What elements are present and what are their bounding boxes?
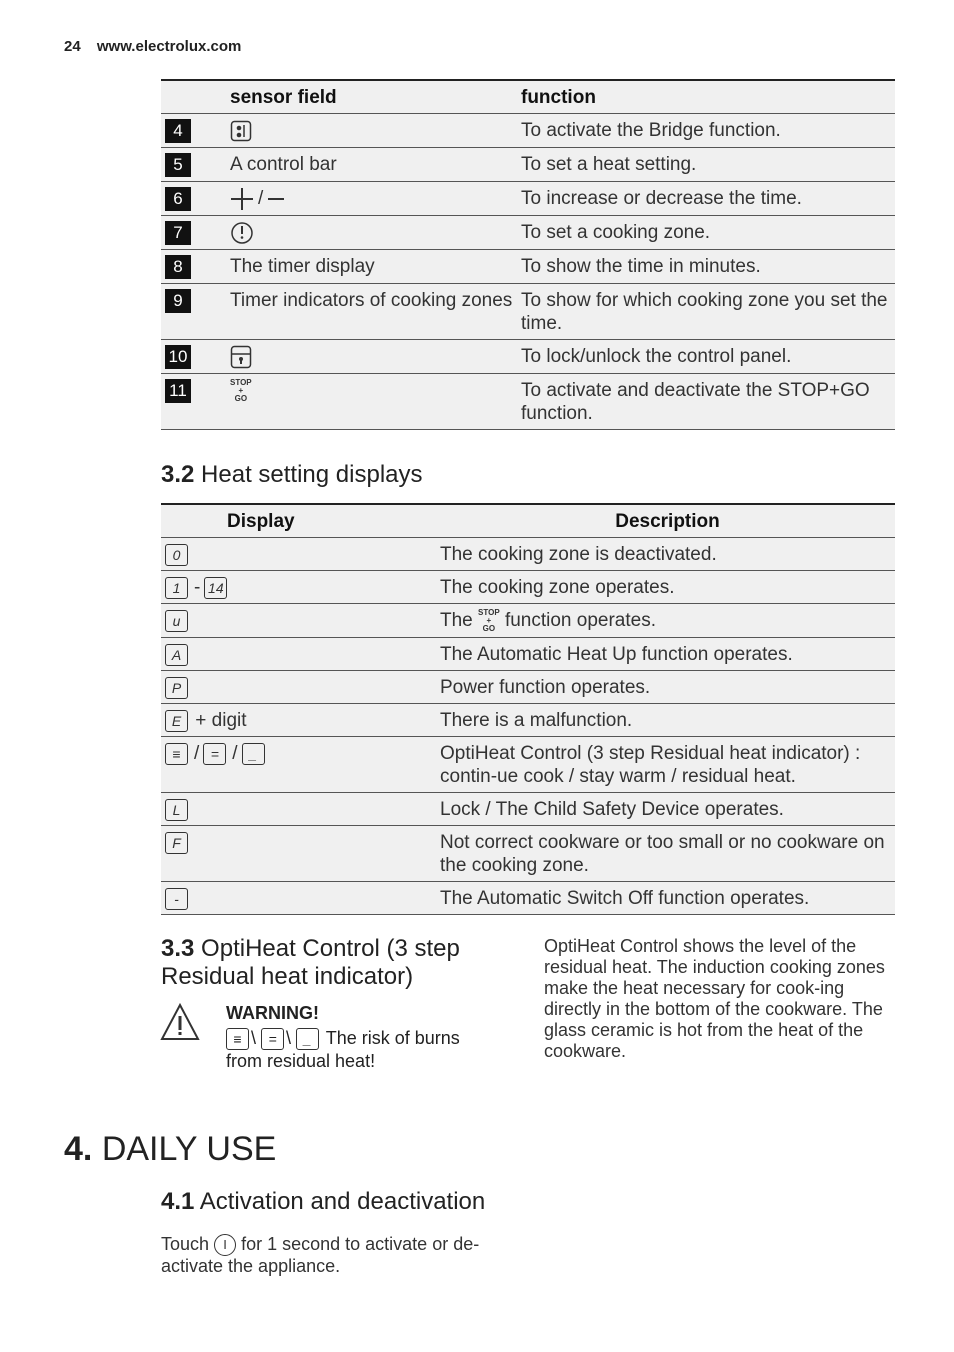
row-number-badge: 4 [165, 119, 191, 143]
row-number-badge: 11 [165, 379, 191, 403]
col-display: Display [161, 504, 440, 538]
function-cell: To activate the Bridge function. [521, 114, 895, 148]
table-row [161, 737, 895, 793]
residual-mid-icon: = [261, 1028, 284, 1050]
display-symbol-icon: ≡ [165, 743, 188, 765]
description-cell: The cooking zone is deactivated. [440, 538, 895, 571]
row-number-badge: 10 [165, 345, 191, 369]
residual-low-icon: _ [296, 1028, 319, 1050]
display-symbol-icon: L [165, 799, 188, 821]
table-row [161, 340, 895, 374]
display-symbol-icon: u [165, 610, 188, 632]
sensor-cell: Timer indicators of cooking zones [230, 284, 521, 340]
table-row [161, 374, 895, 430]
col-function: function [521, 80, 895, 114]
table-row [161, 671, 895, 704]
power-icon: I [214, 1234, 236, 1256]
function-cell: To activate and deactivate the STOP+GO function. [521, 374, 895, 430]
table-row [161, 571, 895, 604]
display-symbol-icon: 14 [204, 577, 227, 599]
display-symbol-icon: = [203, 743, 226, 765]
warning-title: WARNING! [226, 1003, 319, 1023]
sensor-cell: / [230, 182, 521, 216]
table-row [161, 826, 895, 882]
table-row [161, 604, 895, 638]
display-cell: ≡ / = / _ [161, 737, 440, 793]
site-url: www.electrolux.com [96, 38, 242, 55]
table-row [161, 284, 895, 340]
sensor-cell [230, 340, 521, 374]
sensor-cell [230, 216, 521, 250]
display-cell: 1 - 14 [161, 571, 440, 604]
sensor-cell: The timer display [230, 250, 521, 284]
lock-icon [230, 345, 252, 369]
table-row [161, 114, 895, 148]
row-number-badge: 7 [165, 221, 191, 245]
display-symbol-icon: - [165, 888, 188, 910]
description-cell: The Automatic Heat Up function operates. [440, 638, 895, 671]
stop-go-icon: STOP + GO [478, 608, 500, 633]
stop-go-icon: STOP + GO [230, 378, 252, 403]
sensor-field-table [161, 79, 895, 430]
display-symbol-icon: 1 [165, 577, 188, 599]
table-row [161, 793, 895, 826]
display-cell [161, 638, 440, 671]
description-cell: The cooking zone operates. [440, 571, 895, 604]
table-row [161, 250, 895, 284]
display-cell [161, 671, 440, 704]
table-row [161, 882, 895, 915]
table-row [161, 216, 895, 250]
heat-setting-table [161, 503, 895, 915]
chapter-4-heading: 4. DAILY USE [64, 1130, 277, 1168]
col-description: Description [440, 504, 895, 538]
optiheat-description: OptiHeat Control shows the level of the residual heat. The induction cooking zones make the heat necessary for cook-ing directly in the bottom of the cookware. The glass ceramic is hot from the heat of the cookware. [544, 936, 885, 1061]
description-cell: The STOP + GO function operates. [440, 604, 895, 638]
description-cell: OptiHeat Control (3 step Residual heat indicator) : contin-ue cook / stay warm / residual heat. [440, 737, 895, 793]
table-row [161, 704, 895, 737]
display-cell [161, 882, 440, 915]
description-cell: There is a malfunction. [440, 704, 895, 737]
display-cell [161, 538, 440, 571]
function-cell: To show the time in minutes. [521, 250, 895, 284]
section-4-1-heading: 4.1 Activation and deactivation [161, 1188, 486, 1215]
display-cell [161, 604, 440, 638]
table-row [161, 182, 895, 216]
display-cell: E + digit [161, 704, 440, 737]
activation-text: Touch I for 1 second to activate or de-activate the appliance. [161, 1234, 480, 1277]
col-sensor-field: sensor field [230, 80, 521, 114]
display-cell [161, 826, 440, 882]
plus-icon [230, 187, 254, 211]
description-cell: Not correct cookware or too small or no cookware on the cooking zone. [440, 826, 895, 882]
function-cell: To set a cooking zone. [521, 216, 895, 250]
table-row [161, 148, 895, 182]
residual-high-icon: ≡ [226, 1028, 249, 1050]
sensor-cell [230, 374, 521, 430]
page-number: 24 [64, 38, 81, 55]
clock-icon [230, 221, 254, 245]
display-symbol-icon: E [165, 710, 188, 732]
row-number-badge: 8 [165, 255, 191, 279]
minus-icon [267, 187, 285, 211]
table-row [161, 638, 895, 671]
function-cell: To set a heat setting. [521, 148, 895, 182]
section-3-3-heading: 3.3 OptiHeat Control (3 step Residual heat indicator) [161, 935, 460, 990]
warning-icon [160, 1003, 200, 1041]
row-number-badge: 5 [165, 153, 191, 177]
display-cell [161, 793, 440, 826]
section-3-2-heading: 3.2 Heat setting displays [161, 461, 423, 488]
description-cell: The Automatic Switch Off function operates. [440, 882, 895, 915]
page-header [64, 38, 241, 55]
display-symbol-icon: _ [242, 743, 265, 765]
sensor-cell [230, 114, 521, 148]
function-cell: To show for which cooking zone you set the time. [521, 284, 895, 340]
description-cell: Power function operates. [440, 671, 895, 704]
sensor-cell: A control bar [230, 148, 521, 182]
row-number-badge: 9 [165, 289, 191, 313]
bridge-icon [230, 120, 252, 142]
warning-text: ≡ \ = \ _ The risk of burns from residual heat! [226, 1028, 460, 1072]
function-cell: To lock/unlock the control panel. [521, 340, 895, 374]
row-number-badge: 6 [165, 187, 191, 211]
function-cell: To increase or decrease the time. [521, 182, 895, 216]
table-row [161, 538, 895, 571]
description-cell: Lock / The Child Safety Device operates. [440, 793, 895, 826]
display-symbol-icon: 0 [165, 544, 188, 566]
display-symbol-icon: A [165, 644, 188, 666]
display-symbol-icon: F [165, 832, 188, 854]
display-symbol-icon: P [165, 677, 188, 699]
